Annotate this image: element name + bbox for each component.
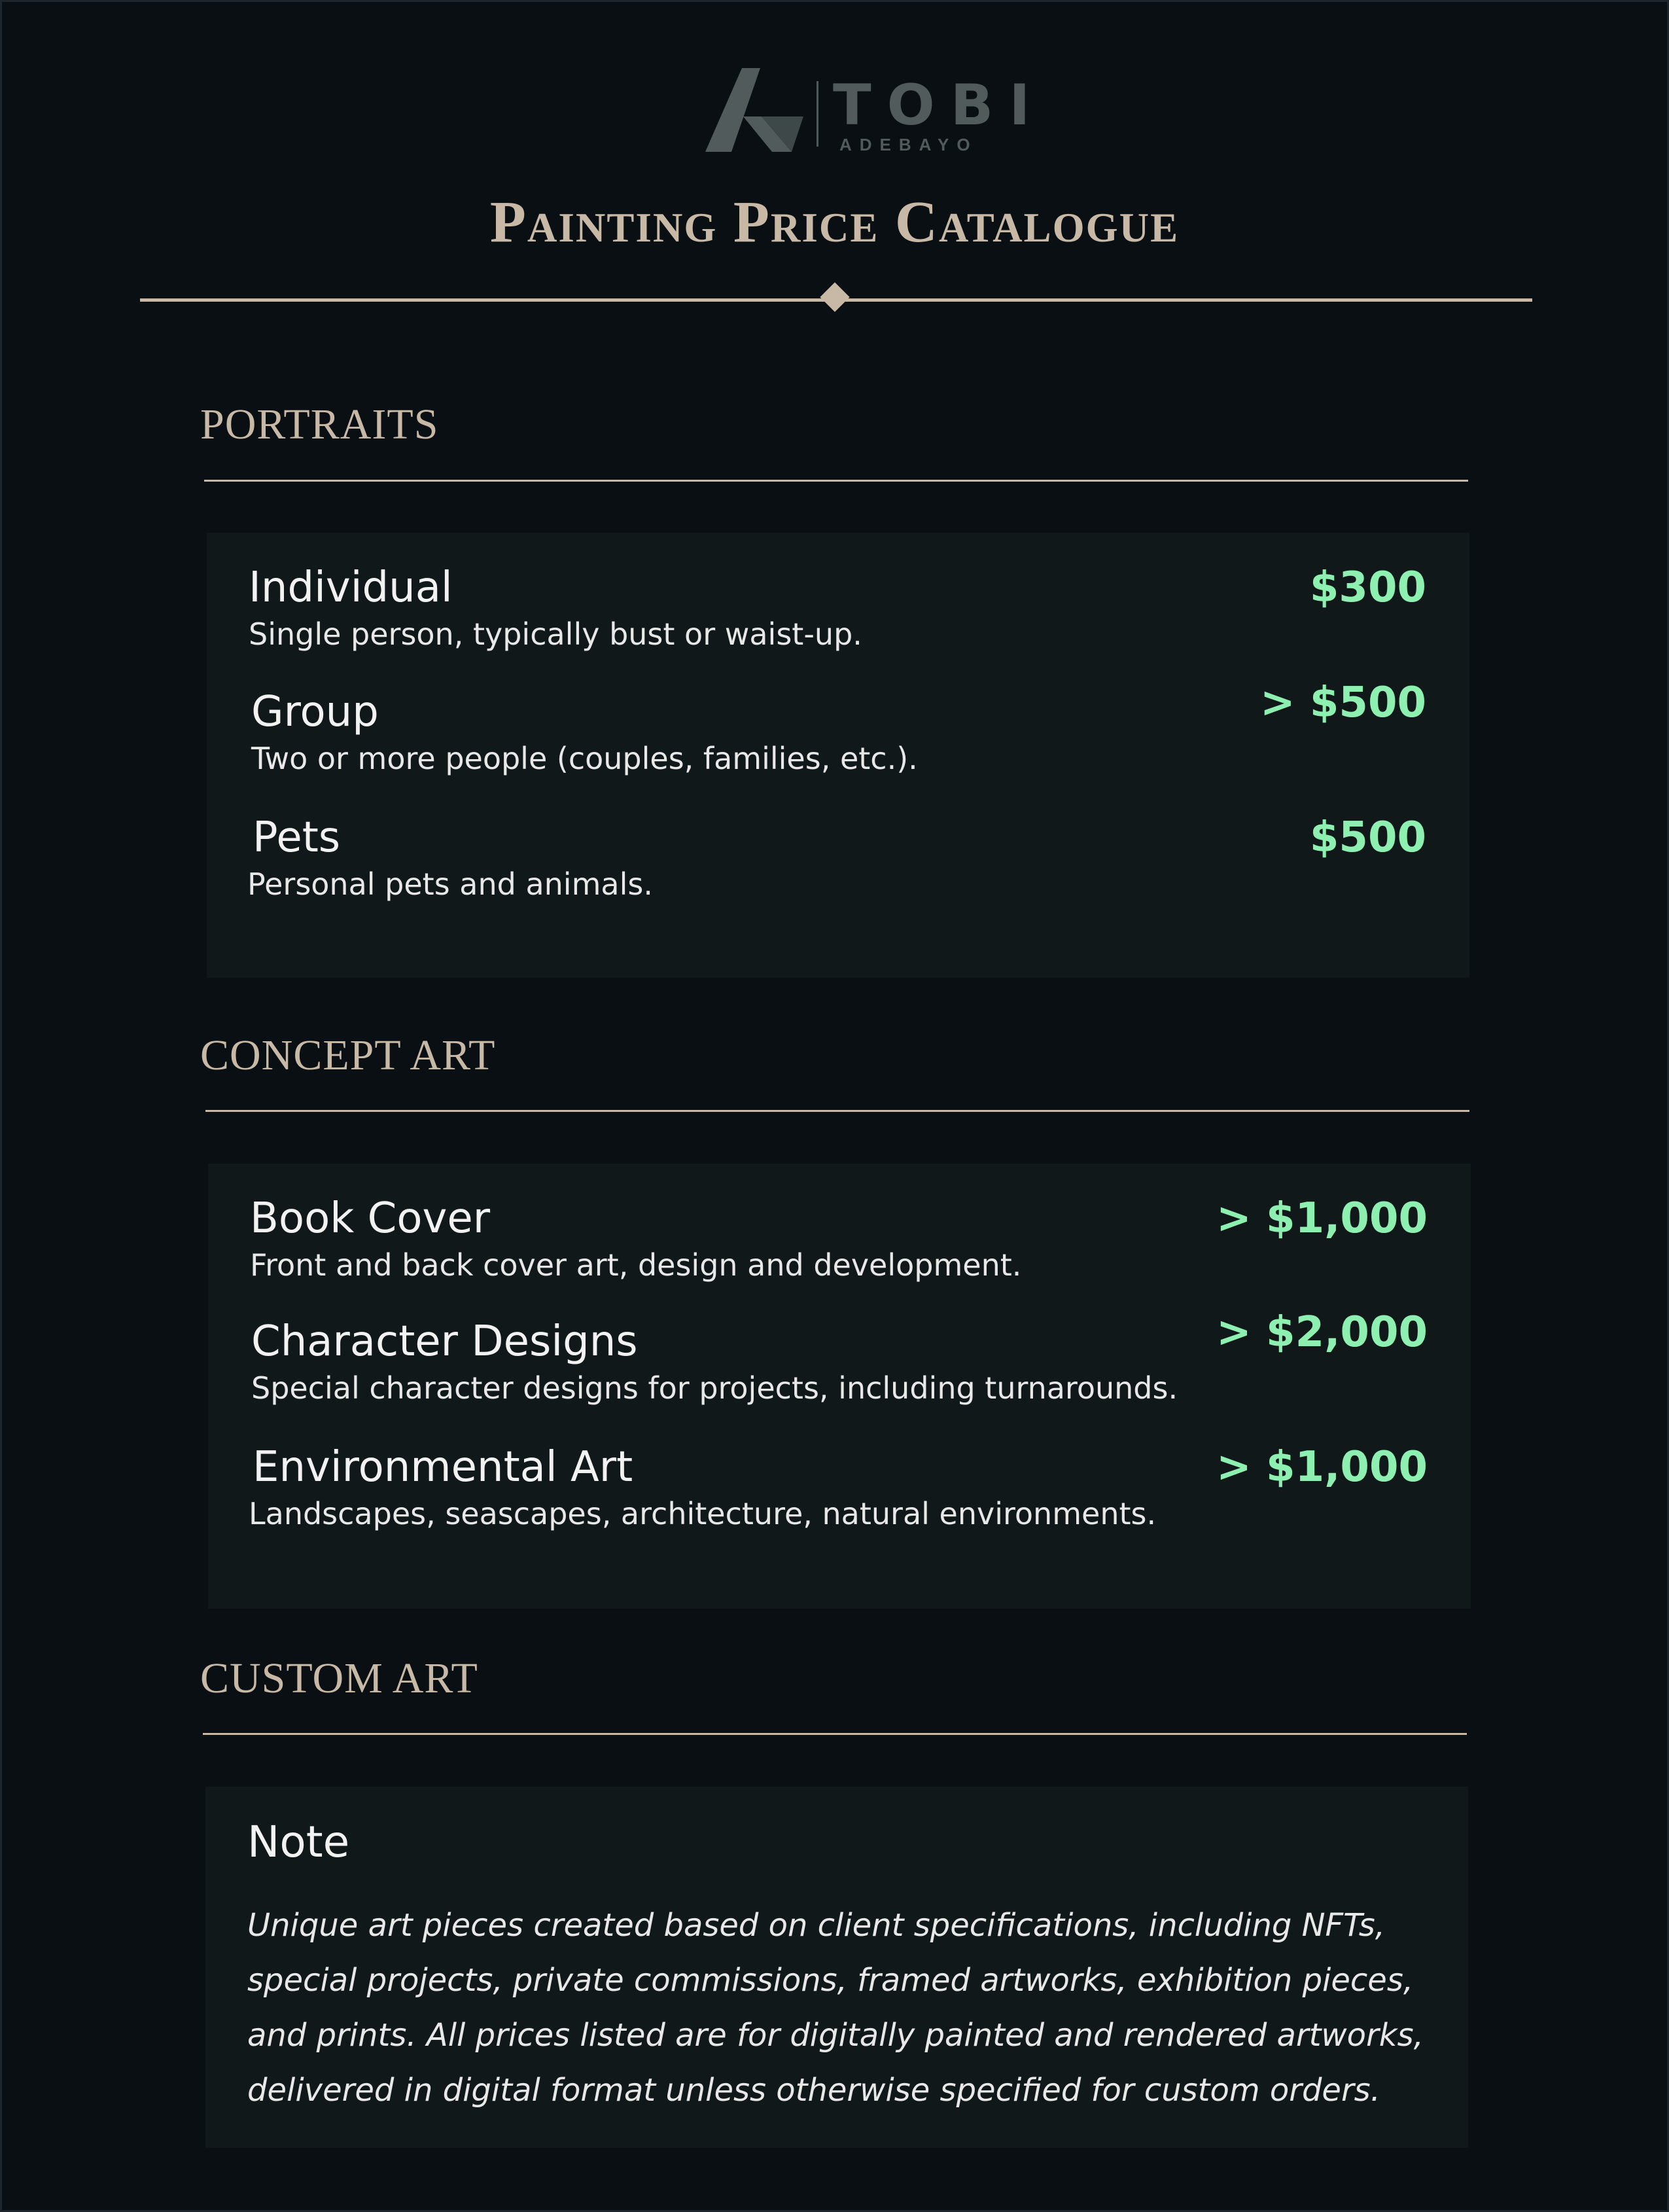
item-name: Pets	[253, 813, 341, 862]
item-price: > $2,000	[1216, 1308, 1428, 1357]
item-price: > $1,000	[1216, 1443, 1428, 1491]
concept-art-panel	[208, 1164, 1471, 1609]
item-name: Character Designs	[251, 1317, 638, 1366]
brand-subname: ADEBAYO	[839, 135, 978, 154]
price-item	[249, 1443, 1428, 1531]
item-name: Book Cover	[250, 1194, 491, 1243]
price-item	[251, 1308, 1428, 1406]
price-item	[247, 813, 1426, 902]
item-price: $300	[1309, 563, 1426, 612]
price-item	[249, 563, 1426, 652]
logo-divider	[817, 81, 818, 147]
page-title: Painting Price Catalogue	[489, 190, 1180, 255]
section-heading-concept-art: CONCEPT ART	[200, 1031, 496, 1079]
item-description: Front and back cover art, design and development.	[250, 1247, 1022, 1283]
item-description: Two or more people (couples, families, etc.).	[251, 741, 918, 776]
item-description: Special character designs for projects, including turnarounds.	[251, 1370, 1178, 1406]
brand-mark-icon	[705, 68, 803, 153]
note-panel	[205, 1787, 1468, 2148]
brand-logo	[705, 68, 1046, 160]
section-heading-custom-art: CUSTOM ART	[200, 1654, 478, 1702]
item-name: Environmental Art	[253, 1443, 633, 1491]
section-divider-portraits	[204, 480, 1468, 482]
section-divider-custom-art	[203, 1733, 1467, 1735]
diamond-ornament-icon	[820, 282, 849, 312]
note-title: Note	[247, 1817, 350, 1867]
note-body: Unique art pieces created based on client specifications, including NFTs, special projects, private commissions, framed artworks, exhibition pieces, and prints. All prices listed are for digitally painted and rendered artworks, delivered in digital format unless otherwise specified for custom orders.	[247, 1907, 1424, 2109]
item-description: Landscapes, seascapes, architecture, natural environments.	[249, 1496, 1157, 1531]
portraits-panel	[207, 533, 1469, 978]
item-price: $500	[1309, 813, 1426, 862]
section-heading-portraits: PORTRAITS	[200, 401, 439, 448]
item-price: > $500	[1259, 679, 1426, 727]
price-item	[250, 1194, 1428, 1283]
item-description: Personal pets and animals.	[247, 866, 653, 902]
section-divider-concept-art	[205, 1110, 1469, 1112]
brand-name: TOBI	[833, 73, 1046, 138]
item-price: > $1,000	[1216, 1194, 1428, 1243]
item-name: Individual	[249, 563, 453, 612]
price-item	[251, 679, 1426, 776]
item-name: Group	[251, 688, 379, 736]
item-description: Single person, typically bust or waist-up.	[249, 616, 862, 652]
